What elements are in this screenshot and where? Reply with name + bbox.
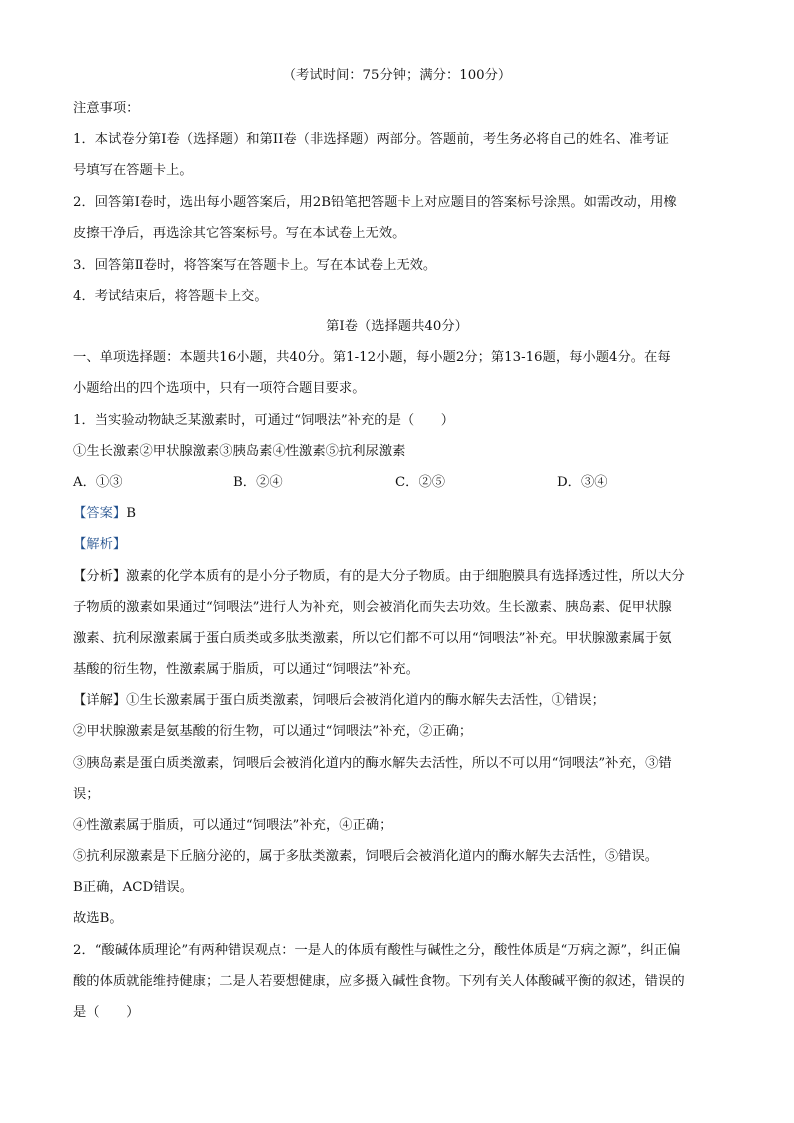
detail-line: B正确，ACD错误。 xyxy=(73,880,193,895)
note-line: 4．考试结束后，将答题卡上交。 xyxy=(73,289,268,304)
question-2-stem: 是（ ） xyxy=(73,1005,140,1020)
option-d: D．③④ xyxy=(557,475,608,490)
detail-line: 【详解】①生长激素属于蛋白质类激素，饲喂后会被消化道内的酶水解失去活性，①错误； xyxy=(73,693,605,708)
note-line: 3．回答第Ⅱ卷时，将答案写在答题卡上。写在本试卷上无效。 xyxy=(73,258,437,273)
section-instruction: 小题给出的四个选项中，只有一项符合题目要求。 xyxy=(73,381,366,396)
notes-title: 注意事项： xyxy=(73,101,140,116)
question-2-stem: 酸的体质就能维持健康；二是人若要想健康，应多摄入碱性食物。下列有关人体酸碱平衡的叙述，错误的 xyxy=(73,974,685,989)
detail-line: ⑤抗利尿激素是下丘脑分泌的，属于多肽类激素，饲喂后会被消化道内的酶水解失去活性，⑤错误。 xyxy=(73,849,659,864)
exam-info: （考试时间：75分钟；满分：100分） xyxy=(282,68,512,83)
section-instruction: 一、单项选择题：本题共16小题，共40分。第1-12小题，每小题2分；第13-16题，每小题4分。在每 xyxy=(73,350,671,365)
detail-line: ②甲状腺激素是氨基酸的衍生物，可以通过“饲喂法”补充，②正确； xyxy=(73,724,473,739)
note-line: 皮擦干净后，再选涂其它答案标号。写在本试卷上无效。 xyxy=(73,226,406,241)
analysis-line: 激素、抗利尿激素属于蛋白质类或多肽类激素，所以它们都不可以用“饲喂法”补充。甲状腺激素属于氨 xyxy=(73,631,672,646)
note-line: 1．本试卷分第Ⅰ卷（选择题）和第II卷（非选择题）两部分。答题前，考生务必将自己的姓名、准考证 xyxy=(73,132,669,147)
answer-tag: 【答案】 xyxy=(73,506,127,521)
analysis-tag: 【解析】 xyxy=(73,537,127,552)
option-c: C．②⑤ xyxy=(395,475,446,490)
question-1-stem: 1．当实验动物缺乏某激素时，可通过“饲喂法”补充的是（ ） xyxy=(73,413,455,428)
detail-line: ③胰岛素是蛋白质类激素，饲喂后会被消化道内的酶水解失去活性，所以不可以用“饲喂法”补充，③错 xyxy=(73,756,672,771)
note-line: 2．回答第Ⅰ卷时，选出每小题答案后，用2B铅笔把答题卡上对应题目的答案标号涂黑。如需改动，用橡 xyxy=(73,195,677,210)
detail-line: 误； xyxy=(73,787,100,802)
note-line: 号填写在答题卡上。 xyxy=(73,163,193,178)
option-a: A．①③ xyxy=(73,475,123,490)
option-b: B．②④ xyxy=(233,475,283,490)
analysis-line: 基酸的衍生物，性激素属于脂质，可以通过“饲喂法”补充。 xyxy=(73,662,420,677)
detail-line: 故选B。 xyxy=(73,911,123,926)
analysis-line: 【分析】激素的化学本质有的是小分子物质，有的是大分子物质。由于细胞膜具有选择透过性，所以大分 xyxy=(73,569,685,584)
analysis-line: 子物质的激素如果通过“饲喂法”进行人为补充，则会被消化而失去功效。生长激素、胰岛素、促甲状腺 xyxy=(73,600,672,615)
answer-value: B xyxy=(126,506,136,521)
detail-line: ④性激素属于脂质，可以通过“饲喂法”补充，④正确； xyxy=(73,818,393,833)
answer-line xyxy=(73,505,734,523)
question-2-stem: 2．“酸碱体质理论”有两种错误观点：一是人的体质有酸性与碱性之分，酸性体质是“万病之源”，纠正偏 xyxy=(73,943,681,958)
section-title: 第Ⅰ卷（选择题共40分） xyxy=(326,319,468,334)
question-1-items: ①生长激素②甲状腺激素③胰岛素④性激素⑤抗利尿激素 xyxy=(73,444,406,459)
